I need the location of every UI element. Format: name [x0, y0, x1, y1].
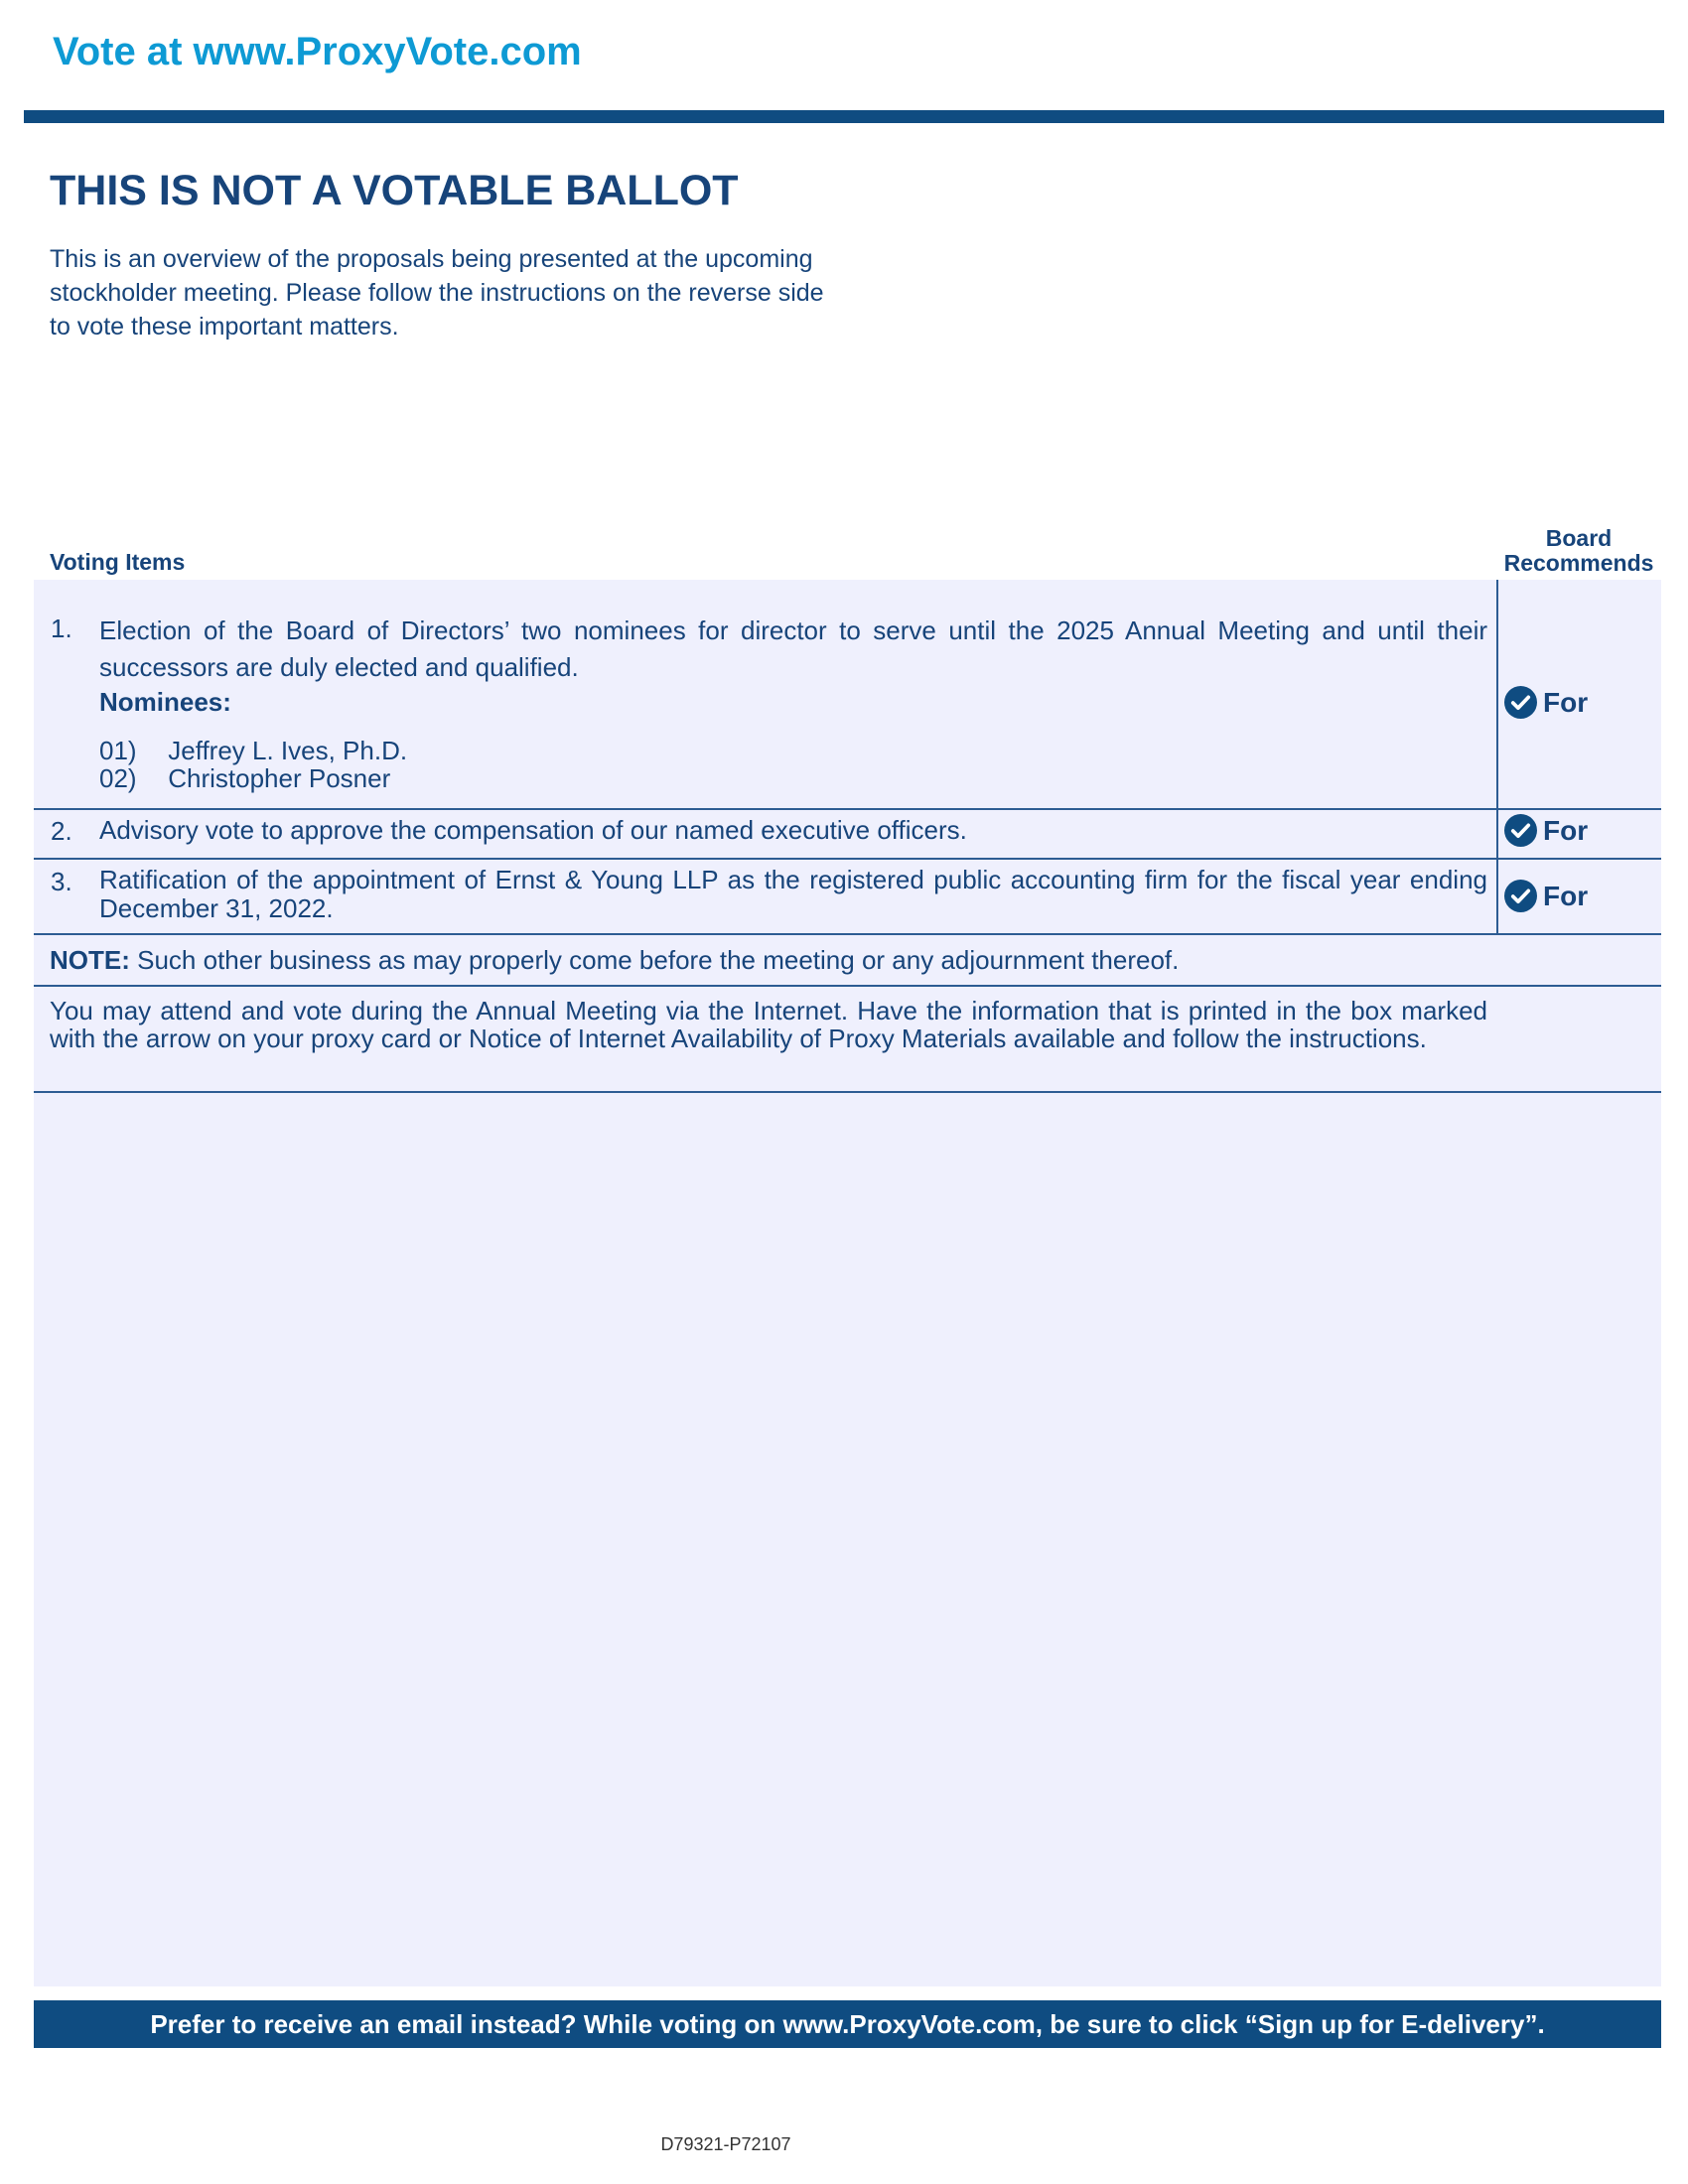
note-row — [50, 945, 1487, 976]
row-divider — [34, 933, 1661, 935]
nominee-number: 02) — [99, 763, 137, 793]
recommendation-label: For — [1543, 880, 1589, 911]
check-circle-icon — [1504, 880, 1537, 912]
recommendation-label: For — [1543, 686, 1589, 718]
edelivery-banner-text[interactable]: Prefer to receive an email instead? While voting on www.ProxyVote.com, be sure to click “Sign up for E-delivery”. — [150, 2008, 1545, 2039]
note-text: Such other business as may properly come before the meeting or any adjournment thereof. — [137, 945, 1180, 975]
item-1-recommendation — [1504, 686, 1588, 719]
item-1-text: Election of the Board of Directors’ two nominees for director to serve until the 2025 Annual Meeting and until their successors are duly elected and qualified. — [99, 615, 1487, 682]
row-divider — [34, 808, 1661, 810]
intro-text: This is an overview of the proposals being presented at the upcoming stockholder meeting. Please follow the instructions on the reverse side to vote these important matters. — [50, 245, 824, 341]
item-2-recommendation — [1504, 814, 1588, 847]
item-2-number: 2. — [51, 816, 72, 846]
document-code: D79321-P72107 — [660, 2134, 791, 2154]
nominee-number: 01) — [99, 736, 137, 765]
page-title: THIS IS NOT A VOTABLE BALLOT — [50, 167, 739, 214]
nominee-row — [99, 763, 390, 794]
nominee-name: Christopher Posner — [168, 763, 391, 793]
board-recommends-line2: Recommends — [1503, 550, 1654, 576]
check-circle-icon — [1504, 814, 1537, 847]
row-divider — [34, 1091, 1661, 1093]
row-divider — [34, 858, 1661, 860]
attend-text: You may attend and vote during the Annual Meeting via the Internet. Have the information that is printed in the box marked with the arrow on your proxy card or Notice of Internet Availability of Proxy Materials available and follow the instructions. — [50, 996, 1487, 1053]
nominees-label: Nominees: — [99, 687, 231, 717]
item-3-number: 3. — [51, 867, 72, 896]
voting-items-header: Voting Items — [50, 549, 186, 575]
item-3-text: Ratification of the appointment of Ernst & Young LLP as the registered public accounting firm for the fiscal year ending December 31, 2022. — [99, 865, 1487, 923]
note-label: NOTE: — [50, 945, 130, 975]
column-divider — [1496, 580, 1498, 934]
edelivery-banner — [34, 2000, 1661, 2048]
nominee-row — [99, 736, 407, 766]
board-recommends-header — [1489, 526, 1668, 576]
board-recommends-line1: Board — [1545, 525, 1613, 551]
item-3-recommendation — [1504, 880, 1588, 912]
item-2-text: Advisory vote to approve the compensation of our named executive officers. — [99, 815, 967, 845]
item-1-number: 1. — [51, 614, 72, 643]
recommendation-label: For — [1543, 814, 1589, 846]
nominee-name: Jeffrey L. Ives, Ph.D. — [168, 736, 408, 765]
proxyvote-link[interactable]: Vote at www.ProxyVote.com — [53, 30, 582, 73]
row-divider — [34, 985, 1661, 987]
check-circle-icon — [1504, 686, 1537, 719]
header-rule — [24, 110, 1664, 123]
